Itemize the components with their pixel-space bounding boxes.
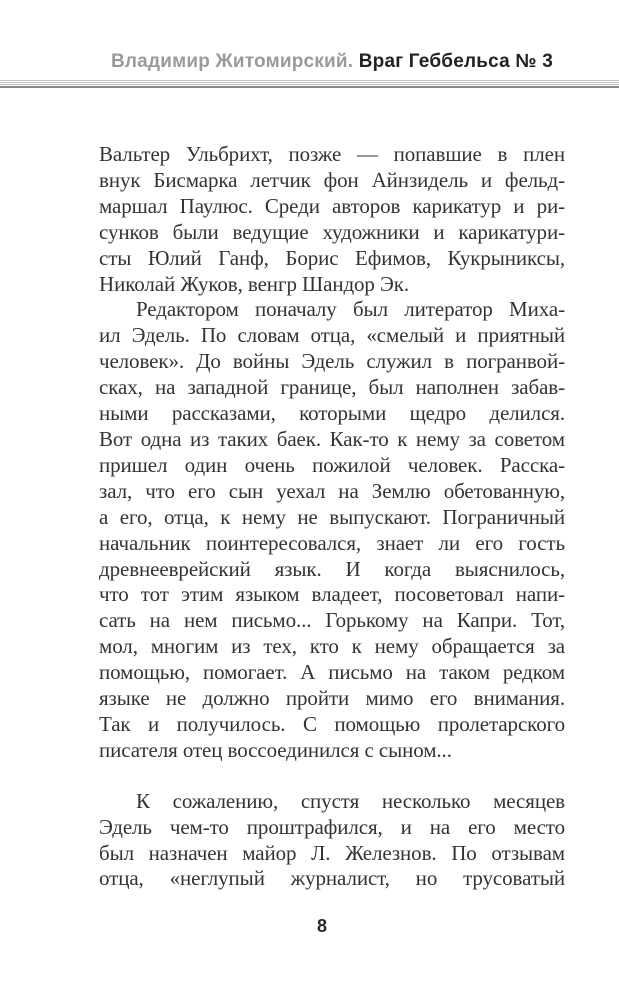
text-line: что тот этим языком владеет, посоветовал напи- [99, 582, 565, 607]
text-line: Вальтер Ульбрихт, позже — попавшие в плен [99, 142, 565, 166]
paragraph [99, 789, 565, 893]
text-line: сать на нем письмо... Горькому на Капри. Тот, [99, 608, 565, 633]
text-line: отца, «неглупый журналист, но трусоватый [99, 866, 565, 891]
text-line: Так и получилось. С помощью пролетарского [99, 711, 565, 736]
text-line: языке не должно пройти мимо его внимания. [99, 686, 565, 711]
text-line: Эдель чем-то проштрафился, и на его место [99, 814, 565, 839]
text-line: пришел один очень пожилой человек. Расска- [99, 452, 565, 477]
paragraph [99, 142, 565, 297]
text-line: К сожалению, спустя несколько месяцев [136, 788, 565, 813]
text-line: сунков были ведущие художники и карикатури- [99, 219, 565, 244]
text-line: ными рассказами, которыми щедро делился. [99, 401, 565, 426]
text-line: сках, на западной границе, был наполнен забав- [99, 375, 565, 400]
text-line: человек». До войны Эдель служил в погранвой- [99, 349, 565, 374]
header-author: Владимир Житомирский. [110, 51, 354, 72]
text-line: был назначен майор Л. Железнов. По отзывам [99, 840, 565, 865]
text-line: зал, что его сын уехал на Землю обетованную, [99, 478, 565, 503]
page-body [99, 142, 565, 892]
paragraph [99, 297, 565, 763]
text-line: внук Бисмарка летчик фон Айнзидель и фельд- [99, 167, 565, 192]
text-line: мол, многим из тех, кто к нему обращается за [99, 634, 565, 659]
text-line: маршал Паулюс. Среди авторов карикатур и ри- [99, 193, 565, 218]
text-line: Вот одна из таких баек. Как-то к нему за советом [99, 426, 565, 451]
text-line: сты Юлий Ганф, Борис Ефимов, Кукрыниксы, [99, 245, 565, 270]
header-book-title: Враг Геббельса № 3 [358, 51, 553, 72]
page-number: 8 [316, 916, 327, 936]
text-line: ил Эдель. По словам отца, «смелый и приятный [99, 323, 565, 348]
text-line: писателя отец воссоединился с сыном... [99, 737, 452, 762]
running-header [91, 50, 573, 74]
text-line: помощью, помогает. А письмо на таком редком [99, 660, 565, 685]
text-line: древнееврейский язык. И когда выяснилось, [99, 556, 565, 581]
header-rule [0, 80, 619, 89]
text-line: начальник поинтересовался, знает ли его гость [99, 530, 565, 555]
text-line: Редактором поначалу был литератор Миха- [136, 297, 565, 322]
text-line: а его, отца, к нему не выпускают. Пограничный [99, 504, 565, 529]
text-line: Николай Жуков, венгр Шандор Эк. [99, 271, 410, 296]
